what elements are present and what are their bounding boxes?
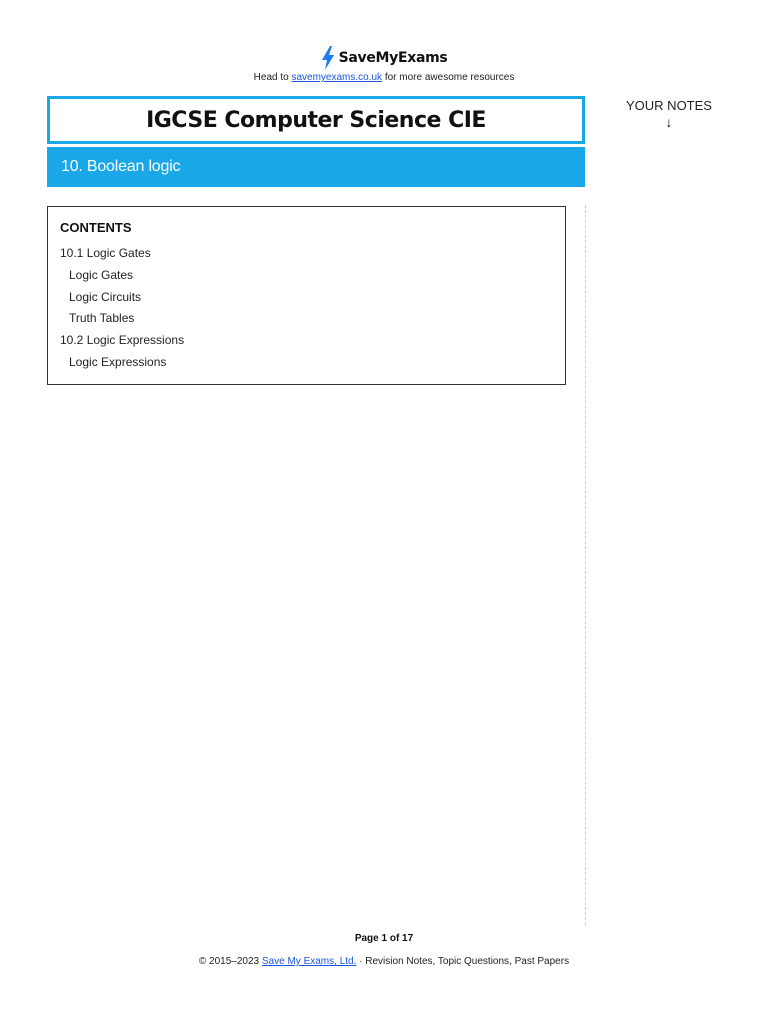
logo — [0, 46, 768, 70]
toc-item[interactable]: Truth Tables — [69, 311, 135, 326]
toc-item[interactable]: Logic Circuits — [69, 289, 142, 304]
toc-item[interactable]: 10.2 Logic Expressions — [60, 333, 185, 348]
tagline — [0, 72, 768, 83]
page-number: Page 1 of 17 — [354, 933, 414, 944]
footer — [0, 956, 768, 967]
document-title-box — [47, 96, 585, 144]
toc-item[interactable]: 10.1 Logic Gates — [60, 246, 151, 260]
toc-item[interactable]: Logic Expressions — [69, 354, 167, 369]
section-header — [47, 147, 585, 187]
toc-list — [60, 243, 184, 374]
contents-title: CONTENTS — [60, 220, 132, 235]
toc-item[interactable]: Logic Gates — [69, 267, 134, 282]
section-title: 10. Boolean logic — [61, 158, 181, 175]
your-notes-text: YOUR NOTES — [626, 98, 712, 113]
tagline-suffix: for more awesome resources — [382, 72, 515, 83]
tagline-prefix: Head to — [253, 72, 292, 83]
logo-text: SaveMyExams — [338, 50, 448, 66]
arrow-down-icon: ↓ — [665, 114, 673, 130]
notes-divider — [585, 205, 586, 925]
your-notes-label — [610, 98, 728, 130]
copyright-suffix: · Revision Notes, Topic Questions, Past Papers — [356, 956, 570, 967]
lightning-bolt-icon — [321, 46, 335, 70]
company-link[interactable]: Save My Exams, Ltd. — [261, 956, 357, 967]
document-title: IGCSE Computer Science CIE — [146, 107, 486, 133]
contents-box — [47, 206, 566, 385]
website-link[interactable]: savemyexams.co.uk — [291, 72, 383, 83]
copyright-prefix: © 2015–2023 — [198, 956, 262, 967]
